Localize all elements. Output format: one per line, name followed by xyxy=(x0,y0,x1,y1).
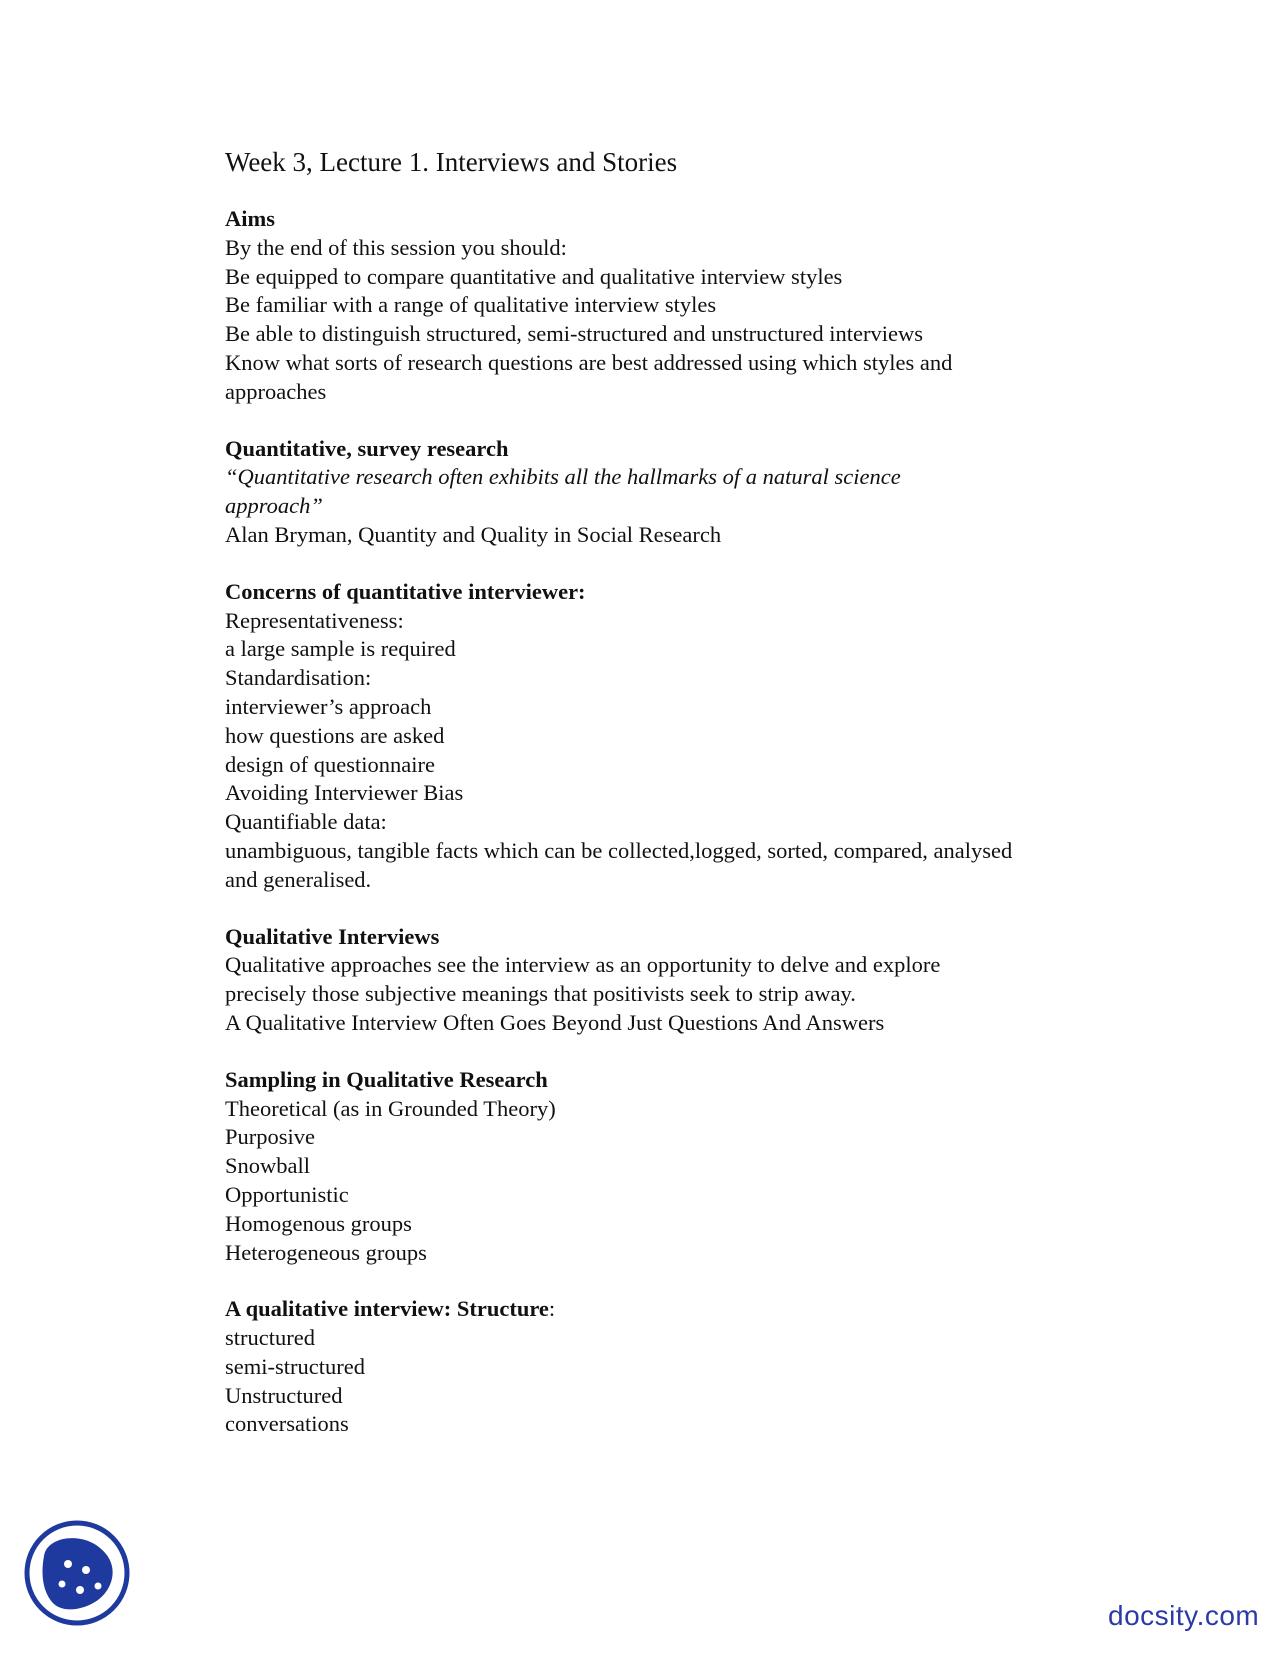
section-heading: Quantitative, survey research xyxy=(225,435,509,461)
structure-line: Unstructured xyxy=(225,1382,343,1408)
structure-line: structured xyxy=(225,1325,315,1351)
aims-line: By the end of this session you should: xyxy=(225,234,567,260)
concerns-line: a large sample is required xyxy=(225,636,456,662)
concerns-line: Avoiding Interviewer Bias xyxy=(225,780,464,806)
concerns-line: design of questionnaire xyxy=(225,751,435,777)
sampling-line: Heterogeneous groups xyxy=(225,1239,427,1265)
section-structure xyxy=(225,1295,1105,1439)
section-heading: A qualitative interview: Structure xyxy=(225,1296,549,1322)
structure-line: semi-structured xyxy=(225,1353,365,1379)
concerns-line: unambiguous, tangible facts which can be collected,logged, sorted, compared, analysed and generalised. xyxy=(225,837,1013,892)
aims-line: Be familiar with a range of qualitative interview styles xyxy=(225,292,717,318)
page-title: Week 3, Lecture 1. Interviews and Stories xyxy=(225,147,678,177)
sampling-line: Homogenous groups xyxy=(225,1210,412,1236)
sampling-line: Theoretical (as in Grounded Theory) xyxy=(225,1095,556,1121)
document-page xyxy=(225,145,1105,1467)
quote-citation: Alan Bryman, Quantity and Quality in Social Research xyxy=(225,521,722,547)
section-heading: Aims xyxy=(225,206,275,231)
aims-line: Be equipped to compare quantitative and qualitative interview styles xyxy=(225,263,843,289)
concerns-line: Representativeness: xyxy=(225,607,404,633)
sampling-line: Snowball xyxy=(225,1153,311,1179)
section-qualitative xyxy=(225,923,1105,1038)
section-heading: Qualitative Interviews xyxy=(225,923,440,949)
concerns-line: Quantifiable data: xyxy=(225,809,387,835)
section-concerns xyxy=(225,578,1105,895)
bryman-quote: “Quantitative research often exhibits all the hallmarks of a natural science approach” xyxy=(225,464,901,519)
section-heading-row xyxy=(225,1295,1105,1324)
sampling-line: Opportunistic xyxy=(225,1181,349,1207)
heading-colon: : xyxy=(548,1296,556,1322)
aims-line: Know what sorts of research questions are best addressed using which styles and approaches xyxy=(225,349,953,404)
aims-line: Be able to distinguish structured, semi-structured and unstructured interviews xyxy=(225,321,923,347)
qualitative-line: A Qualitative Interview Often Goes Beyond Just Questions And Answers xyxy=(225,1009,885,1035)
section-heading: Sampling in Qualitative Research xyxy=(225,1066,548,1092)
section-quantitative xyxy=(225,435,1105,550)
sampling-line: Purposive xyxy=(225,1124,315,1150)
section-aims xyxy=(225,205,1105,407)
section-sampling xyxy=(225,1066,1105,1268)
docsity-brand-link[interactable]: docsity.com xyxy=(1108,1600,1260,1631)
concerns-line: interviewer’s approach xyxy=(225,693,432,719)
structure-line: conversations xyxy=(225,1411,349,1437)
docsity-logo-icon xyxy=(22,1518,132,1628)
concerns-line: Standardisation: xyxy=(225,665,372,691)
qualitative-line: Qualitative approaches see the interview as an opportunity to delve and explore precisely those subjective meanings that positivists seek to strip away. xyxy=(225,952,941,1007)
section-heading: Concerns of quantitative interviewer: xyxy=(225,578,586,604)
concerns-line: how questions are asked xyxy=(225,722,445,748)
